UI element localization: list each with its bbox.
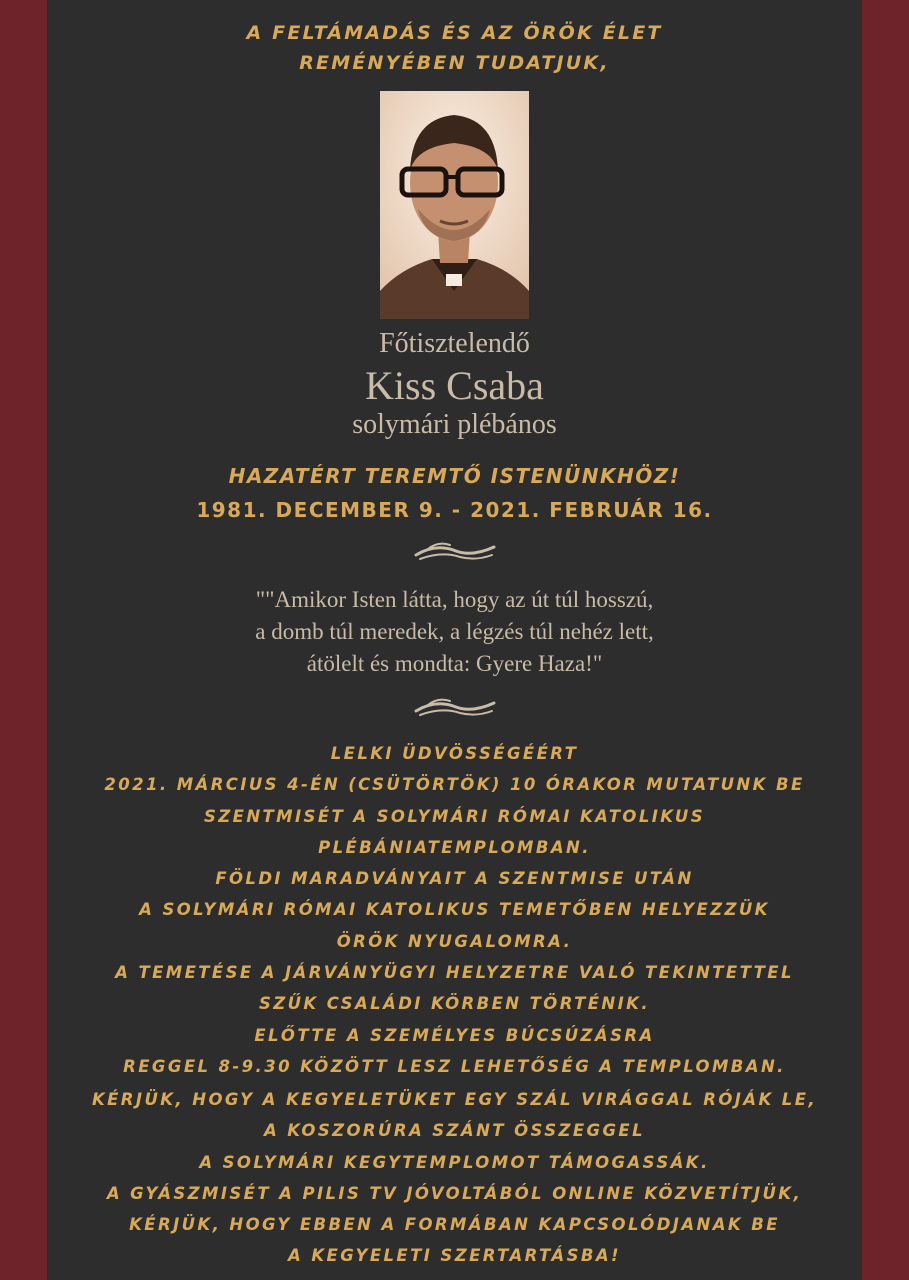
portrait-photo	[380, 91, 529, 319]
honorific-title: Főtisztelendő	[379, 328, 530, 359]
ceremony-line: REGGEL 8-9.30 KÖZÖTT LESZ LEHETŐSÉG A TEMPLOMBAN.	[123, 1056, 786, 1076]
quote-line: a domb túl meredek, a légzés túl nehéz lett,	[255, 619, 654, 644]
request-line: A SOLYMÁRI KEGYTEMPLOMOT TÁMOGASSÁK.	[199, 1152, 710, 1172]
quote-line: ""Amikor Isten látta, hogy az út túl hosszú,	[255, 587, 654, 612]
request-line: A GYÁSZMISÉT A PILIS TV JÓVOLTÁBÓL ONLINE KÖZVETÍTJÜK,	[106, 1183, 803, 1203]
requests-block	[47, 1084, 862, 1272]
flourish-divider-icon	[412, 537, 498, 567]
life-dates: 1981. DECEMBER 9. - 2021. FEBRUÁR 16.	[196, 498, 713, 522]
ceremony-line: SZŰK CSALÁDI KÖRBEN TÖRTÉNIK.	[258, 994, 651, 1014]
ceremony-line: SZENTMISÉT A SOLYMÁRI RÓMAI KATOLIKUS	[204, 806, 705, 826]
obituary-panel	[47, 0, 862, 1280]
returned-text: HAZATÉRT TEREMTŐ ISTENÜNKHÖZ!	[228, 464, 681, 488]
ceremony-line: FÖLDI MARADVÁNYAIT A SZENTMISE UTÁN	[215, 869, 694, 889]
ceremony-line: ÖRÖK NYUGALOMRA.	[336, 931, 573, 951]
ceremony-line: 2021. MÁRCIUS 4-ÉN (CSÜTÖRTÖK) 10 ÓRAKOR MUTATUNK BE	[104, 775, 805, 795]
ceremony-line: A SOLYMÁRI RÓMAI KATOLIKUS TEMETŐBEN HELYEZZÜK	[139, 900, 770, 920]
person-name: Kiss Csaba	[365, 363, 544, 408]
ceremony-details	[47, 738, 862, 1082]
request-line: KÉRJÜK, HOGY A KEGYELETÜKET EGY SZÁL VIRÁGGAL RÓJÁK LE,	[91, 1090, 818, 1109]
request-line: A KEGYELETI SZERTARTÁSBA!	[288, 1246, 621, 1266]
intro-text	[47, 18, 862, 78]
ceremony-line: ELŐTTE A SZEMÉLYES BÚCSÚZÁSRA	[254, 1025, 655, 1045]
request-line: KÉRJÜK, HOGY EBBEN A FORMÁBAN KAPCSOLÓDJANAK BE	[129, 1215, 780, 1235]
intro-line: REMÉNYÉBEN TUDATJUK,	[299, 52, 610, 74]
quote-line: átölelt és mondta: Gyere Haza!"	[306, 651, 603, 676]
returned-block	[47, 459, 862, 527]
memorial-quote	[47, 584, 862, 680]
person-role: solymári plébános	[352, 409, 557, 440]
intro-line: A FELTÁMADÁS ÉS AZ ÖRÖK ÉLET	[246, 22, 663, 44]
request-line: A KOSZORÚRA SZÁNT ÖSSZEGGEL	[263, 1121, 645, 1141]
portrait-illustration	[380, 91, 529, 319]
ceremony-line: LELKI ÜDVÖSSÉGÉÉRT	[330, 744, 579, 763]
ceremony-line: A TEMETÉSE A JÁRVÁNYÜGYI HELYZETRE VALÓ TEKINTETTEL	[115, 963, 794, 983]
flourish-divider-icon	[412, 693, 498, 723]
ceremony-line: PLÉBÁNIATEMPLOMBAN.	[318, 837, 591, 857]
